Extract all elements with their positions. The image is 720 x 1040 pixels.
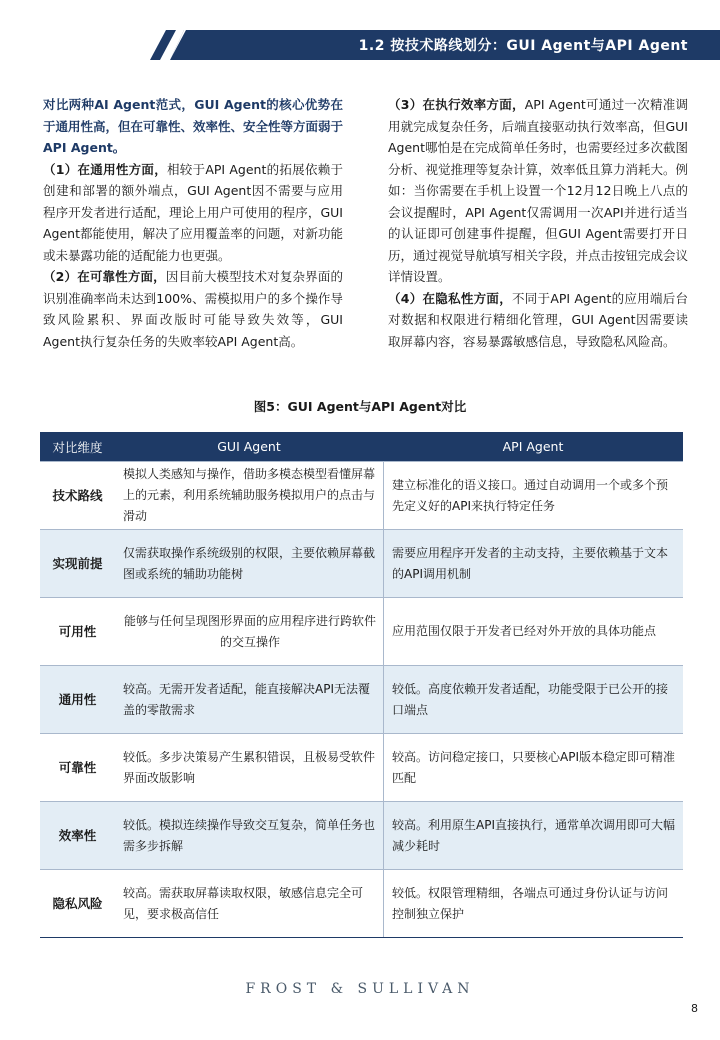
header-cell-gui: GUI Agent (217, 439, 281, 454)
row-gui-cell: 较低。模拟连续操作导致交互复杂，简单任务也需多步拆解 (123, 817, 376, 853)
paragraph-heading: （3）在执行效率方面， (388, 97, 525, 112)
paragraph-body: 不同于API Agent的应用端后台对数据和权限进行精细化管理，GUI Agent因需要读取屏幕内容，容易暴露敏感信息，导致隐私风险高。 (388, 290, 689, 349)
row-dimension: 效率性 (58, 828, 97, 843)
row-api-cell: 较低。权限管理精细，各端点可通过身份认证与访问控制独立保护 (383, 870, 683, 937)
row-api-cell: 应用范围仅限于开发者已经对外开放的具体功能点 (383, 598, 683, 665)
row-gui-cell: 仅需获取操作系统级别的权限，主要依赖屏幕截图或系统的辅助功能树 (123, 545, 376, 581)
row-dimension: 可用性 (58, 624, 97, 639)
table-row (40, 665, 683, 733)
right-text-column (388, 94, 688, 352)
table-header (40, 432, 683, 461)
frost-sullivan-logo: FROST & SULLIVAN (245, 981, 475, 997)
paragraph-body: 相较于API Agent的拓展依赖于创建和部署的额外端点，GUI Agent因不需要与应用程序开发者进行适配，理论上用户可使用的程序，GUI Agent都能使用，解决了应用覆盖率的问题，对新功能或未暴露功能的适配能力也更强。 (43, 161, 344, 263)
header-cell-api: API Agent (502, 439, 564, 454)
row-gui-cell: 模拟人类感知与操作，借助多模态模型看懂屏幕上的元素，利用系统辅助服务模拟用户的点击与滑动 (123, 467, 376, 523)
table-row (40, 869, 683, 937)
paragraph-reliability (43, 266, 343, 352)
row-api-cell: 需要应用程序开发者的主动支持，主要依赖基于文本的API调用机制 (383, 530, 683, 597)
paragraph-heading: （2）在可靠性方面， (43, 269, 166, 284)
paragraph-body: API Agent可通过一次精准调用就完成复杂任务，后端直接驱动执行效率高，但GUI Agent哪怕是在完成简单任务时，也需要经过多次截图分析、视觉推理等复杂计算，效率低且算力消耗大。例如：当你需要在手机上设置一个12月12日晚上八点的会议提醒时，API Agent仅需调用一次API并进行适当的认证即可创建事件提醒，但GUI Agent需要打开日历，通过视觉导航填写相关字段，并点击按钮完成会议详情设置。 (388, 97, 689, 284)
paragraph-heading: （4）在隐私性方面， (388, 290, 512, 306)
row-gui-cell: 较高。无需开发者适配，能直接解决API无法覆盖的零散需求 (123, 681, 370, 717)
row-gui-cell: 较低。多步决策易产生累积错误，且极易受软件界面改版影响 (123, 749, 376, 785)
row-dimension: 可靠性 (58, 760, 97, 775)
figure-caption: 图5：GUI Agent与API Agent对比 (253, 399, 467, 414)
paragraph-generality (43, 159, 343, 267)
intro-paragraph: 对比两种AI Agent范式，GUI Agent的核心优势在于通用性高，但在可靠性、效率性、安全性等方面弱于API Agent。 (43, 97, 344, 155)
table-row (40, 801, 683, 869)
paragraph-efficiency (388, 94, 688, 288)
row-api-cell: 较低。高度依赖开发者适配，功能受限于已公开的接口端点 (383, 666, 683, 733)
comparison-table (40, 432, 683, 938)
row-dimension: 通用性 (58, 692, 97, 707)
section-title: 1.2 按技术路线划分：GUI Agent与API Agent (358, 38, 688, 54)
paragraph-body: 因目前大模型技术对复杂界面的识别准确率尚未达到100%、需模拟用户的多个操作导致风险累积、界面改版时可能导致失效等，GUI Agent执行复杂任务的失败率较API Agent高。 (43, 269, 343, 349)
row-dimension: 实现前提 (52, 556, 103, 571)
row-api-cell: 较高。利用原生API直接执行，通常单次调用即可大幅减少耗时 (383, 802, 683, 869)
table-row (40, 597, 683, 665)
table-row (40, 529, 683, 597)
row-gui-cell: 能够与任何呈现图形界面的应用程序进行跨软件的交互操作 (123, 613, 376, 649)
paragraph-heading: （1）在通用性方面， (43, 161, 167, 177)
left-text-column (43, 94, 343, 352)
row-api-cell: 建立标准化的语义接口。通过自动调用一个或多个预先定义好的API来执行特定任务 (383, 462, 683, 529)
header-cell-dimension: 对比维度 (52, 439, 103, 455)
table-row (40, 733, 683, 801)
row-gui-cell: 较高。需获取屏幕读取权限，敏感信息完全可见，要求极高信任 (123, 885, 364, 921)
row-dimension: 隐私风险 (52, 896, 103, 911)
page-number: 8 (691, 1002, 698, 1015)
row-dimension: 技术路线 (52, 488, 103, 503)
table-row (40, 461, 683, 529)
paragraph-privacy (388, 288, 688, 353)
row-api-cell: 较高。访问稳定接口，只要核心API版本稳定即可精准匹配 (383, 734, 683, 801)
